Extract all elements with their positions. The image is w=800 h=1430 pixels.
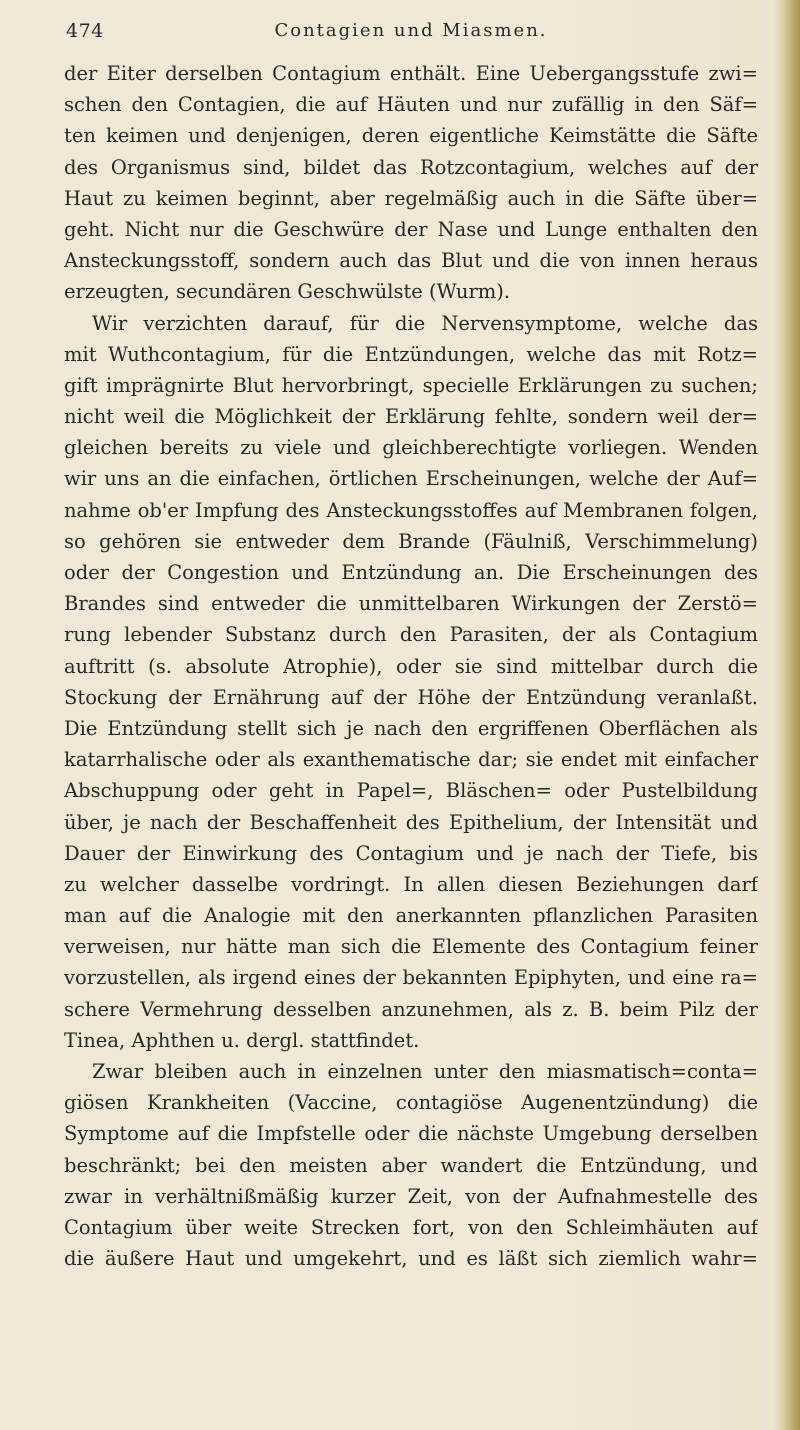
- text-line: Wir verzichten darauf, für die Nervensymptome, welche das: [92, 311, 758, 335]
- text-line: gift imprägnirte Blut hervorbringt, specielle Erklärungen zu suchen;: [64, 373, 758, 397]
- text-line: Zwar bleiben auch in einzelnen unter den miasmatisch=conta=: [92, 1060, 758, 1083]
- text-line: Brandes sind entweder die unmittelbaren Wirkungen der Zerstö=: [64, 592, 758, 616]
- text-line: Symptome auf die Impfstelle oder die nächste Umgebung derselben: [64, 1122, 758, 1146]
- text-line: Tinea, Aphthen u. dergl. stattfindet.: [64, 1028, 420, 1052]
- text-line: Haut zu keimen beginnt, aber regelmäßig auch in die Säfte über=: [64, 186, 758, 210]
- text-line: geht. Nicht nur die Geschwüre der Nase und Lunge enthalten den: [64, 217, 758, 241]
- page-edge-shadow: [774, 0, 800, 1430]
- text-line: Abschuppung oder geht in Papel=, Bläschen= oder Pustelbildung: [64, 779, 758, 803]
- text-line: schen den Contagien, die auf Häuten und nur zufällig in den Säf=: [64, 93, 758, 117]
- text-line: oder der Congestion und Entzündung an. Die Erscheinungen des: [64, 561, 758, 584]
- text-line: nahme ob'er Impfung des Ansteckungsstoffes auf Membranen folgen,: [64, 498, 758, 522]
- text-line: Die Entzündung stellt sich je nach den ergriffenen Oberflächen als: [64, 716, 758, 740]
- text-line: der Eiter derselben Contagium enthält. Eine Uebergangsstufe zwi=: [64, 62, 758, 85]
- text-line: schere Vermehrung desselben anzunehmen, als z. B. beim Pilz der: [64, 997, 758, 1021]
- text-line: des Organismus sind, bildet das Rotzcontagium, welches auf der: [64, 155, 758, 179]
- text-line: zu welcher dasselbe vordringt. In allen diesen Beziehungen darf: [64, 872, 758, 896]
- text-line: Stockung der Ernährung auf der Höhe der Entzündung veranlaßt.: [64, 685, 758, 709]
- text-line: man auf die Analogie mit den anerkannten pflanzlichen Parasiten: [64, 904, 758, 928]
- text-line: rung lebender Substanz durch den Parasiten, der als Contagium: [64, 623, 758, 647]
- text-line: gleichen bereits zu viele und gleichberechtigte vorliegen. Wenden: [64, 436, 758, 460]
- text-line: über, je nach der Beschaffenheit des Epithelium, der Intensität und: [64, 810, 758, 834]
- text-line: die äußere Haut und umgekehrt, und es läßt sich ziemlich wahr=: [64, 1247, 758, 1271]
- text-line: erzeugten, secundären Geschwülste (Wurm).: [64, 280, 511, 304]
- text-line: vorzustellen, als irgend eines der bekannten Epiphyten, und eine ra=: [64, 966, 758, 990]
- text-line: mit Wuthcontagium, für die Entzündungen, welche das mit Rotz=: [64, 342, 758, 366]
- text-line: zwar in verhältnißmäßig kurzer Zeit, von der Aufnahmestelle des: [64, 1184, 758, 1208]
- text-line: Ansteckungsstoff, sondern auch das Blut und die von innen heraus: [64, 249, 758, 273]
- text-line: nicht weil die Möglichkeit der Erklärung fehlte, sondern weil der=: [64, 405, 758, 429]
- page-number: 474: [66, 20, 104, 42]
- text-line: so gehören sie entweder dem Brande (Fäulniß, Verschimmelung): [64, 529, 758, 553]
- text-line: Contagium über weite Strecken fort, von den Schleimhäuten auf: [64, 1215, 758, 1239]
- text-line: verweisen, nur hätte man sich die Elemente des Contagium feiner: [64, 935, 758, 959]
- text-line: Dauer der Einwirkung des Contagium und je nach der Tiefe, bis: [64, 841, 758, 865]
- running-head: Contagien und Miasmen.: [274, 20, 548, 41]
- text-line: giösen Krankheiten (Vaccine, contagiöse Augenentzündung) die: [64, 1091, 758, 1115]
- text-line: wir uns an die einfachen, örtlichen Erscheinungen, welche der Auf=: [64, 467, 758, 491]
- text-line: auftritt (s. absolute Atrophie), oder sie sind mittelbar durch die: [64, 654, 758, 678]
- page-header: [66, 20, 756, 50]
- text-line: ten keimen und denjenigen, deren eigentliche Keimstätte die Säfte: [64, 124, 758, 148]
- text-line: katarrhalische oder als exanthematische dar; sie endet mit einfacher: [64, 748, 758, 772]
- text-line: beschränkt; bei den meisten aber wandert die Entzündung, und: [64, 1153, 758, 1177]
- body-text: [64, 58, 758, 1274]
